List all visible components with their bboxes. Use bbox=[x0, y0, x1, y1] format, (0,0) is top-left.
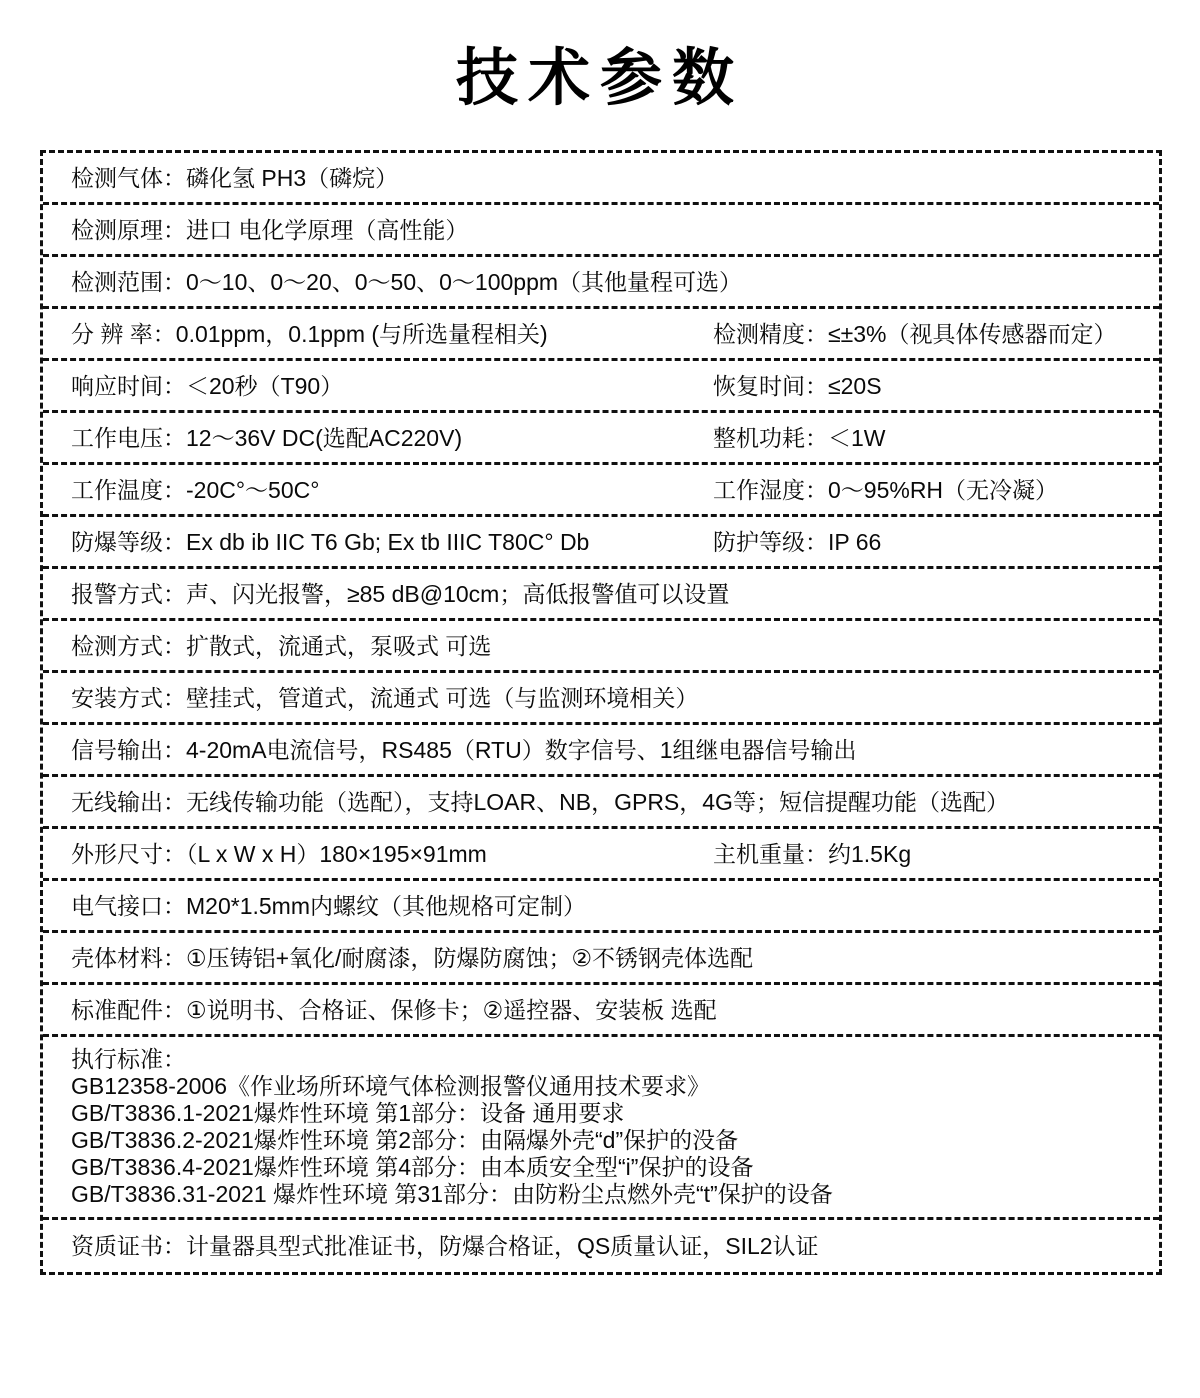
spec-row-response-recovery bbox=[43, 361, 1159, 413]
spec-row-detect-mode bbox=[43, 621, 1159, 673]
spec-row-dimensions-weight bbox=[43, 829, 1159, 881]
spec-row-wireless-output bbox=[43, 777, 1159, 829]
standard-line: 执行标准： bbox=[71, 1046, 186, 1072]
spec-row-signal-output bbox=[43, 725, 1159, 777]
spec-value: 壳体材料：①压铸铝+氧化/耐腐漆，防爆防腐蚀；②不锈钢壳体选配 bbox=[71, 944, 754, 971]
standard-line: GB/T3836.2-2021爆炸性环境 第2部分：由隔爆外壳“d”保护的没备 bbox=[71, 1127, 739, 1153]
spec-value: 信号输出：4-20mA电流信号，RS485（RTU）数字信号、1组继电器信号输出 bbox=[71, 736, 857, 763]
standard-line: GB/T3836.1-2021爆炸性环境 第1部分：设备 通用要求 bbox=[71, 1100, 625, 1126]
spec-value: 检测范围：0～10、0～20、0～50、0～100ppm（其他量程可选） bbox=[71, 268, 743, 295]
spec-value: 防爆等级：Ex db ib IIC T6 Gb; Ex tb IIIC T80C° Db bbox=[71, 528, 590, 555]
spec-row-gas bbox=[43, 153, 1159, 205]
spec-row-electrical-interface bbox=[43, 881, 1159, 933]
standard-line: GB/T3836.31-2021 爆炸性环境 第31部分：由防粉尘点燃外壳“t”保护的设备 bbox=[71, 1181, 833, 1207]
spec-row-temperature-humidity bbox=[43, 465, 1159, 517]
standard-line: GB/T3836.4-2021爆炸性环境 第4部分：由本质安全型“i”保护的设备 bbox=[71, 1154, 754, 1180]
spec-value: 检测原理：进口 电化学原理（高性能） bbox=[71, 216, 469, 243]
spec-value: 安装方式：壁挂式，管道式，流通式 可选（与监测环境相关） bbox=[71, 684, 699, 711]
spec-value: 检测方式：扩散式，流通式，泵吸式 可选 bbox=[71, 632, 492, 659]
spec-table bbox=[40, 150, 1162, 1275]
spec-row-range bbox=[43, 257, 1159, 309]
spec-row-explosionproof-ip bbox=[43, 517, 1159, 569]
spec-value: 资质证书：计量器具型式批准证书，防爆合格证，QS质量认证，SIL2认证 bbox=[71, 1233, 819, 1259]
spec-row-certificates bbox=[43, 1220, 1159, 1272]
spec-value: 报警方式：声、闪光报警，≥85 dB@10cm；高低报警值可以设置 bbox=[71, 580, 730, 607]
spec-value: 电气接口：M20*1.5mm内螺纹（其他规格可定制） bbox=[71, 892, 586, 919]
spec-value: 工作湿度：0～95%RH（无冷凝） bbox=[713, 476, 1059, 503]
spec-row-resolution-accuracy bbox=[43, 309, 1159, 361]
spec-value: 防护等级：IP 66 bbox=[713, 528, 882, 555]
spec-value: 标准配件：①说明书、合格证、保修卡；②遥控器、安装板 选配 bbox=[71, 996, 717, 1023]
spec-row-accessories bbox=[43, 985, 1159, 1037]
spec-value: 外形尺寸：（L x W x H）180×195×91mm bbox=[71, 840, 487, 867]
page-title: 技术参数 bbox=[455, 44, 744, 113]
spec-row-install-mode bbox=[43, 673, 1159, 725]
spec-value: 整机功耗：＜1W bbox=[713, 424, 886, 451]
standard-line: GB12358-2006《作业场所环境气体检测报警仪通用技术要求》 bbox=[71, 1073, 711, 1099]
spec-value: 检测气体：磷化氢 PH3（磷烷） bbox=[71, 164, 399, 191]
spec-row-voltage-power bbox=[43, 413, 1159, 465]
spec-row-principle bbox=[43, 205, 1159, 257]
spec-value: 主机重量：约1.5Kg bbox=[713, 840, 912, 867]
spec-value: 检测精度：≤±3%（视具体传感器而定） bbox=[713, 320, 1117, 347]
spec-value: 响应时间：＜20秒（T90） bbox=[71, 372, 344, 399]
spec-value: 无线输出：无线传输功能（选配），支持LOAR、NB，GPRS，4G等；短信提醒功能（选配） bbox=[71, 788, 1009, 815]
spec-value: 工作电压：12～36V DC(选配AC220V) bbox=[71, 424, 463, 451]
spec-value: 工作温度：-20C°～50C° bbox=[71, 476, 320, 503]
spec-row-standards bbox=[43, 1037, 1159, 1220]
spec-row-alarm bbox=[43, 569, 1159, 621]
spec-row-housing-material bbox=[43, 933, 1159, 985]
spec-value: 恢复时间：≤20S bbox=[713, 372, 882, 399]
spec-value: 分 辨 率：0.01ppm，0.1ppm (与所选量程相关) bbox=[71, 320, 548, 347]
